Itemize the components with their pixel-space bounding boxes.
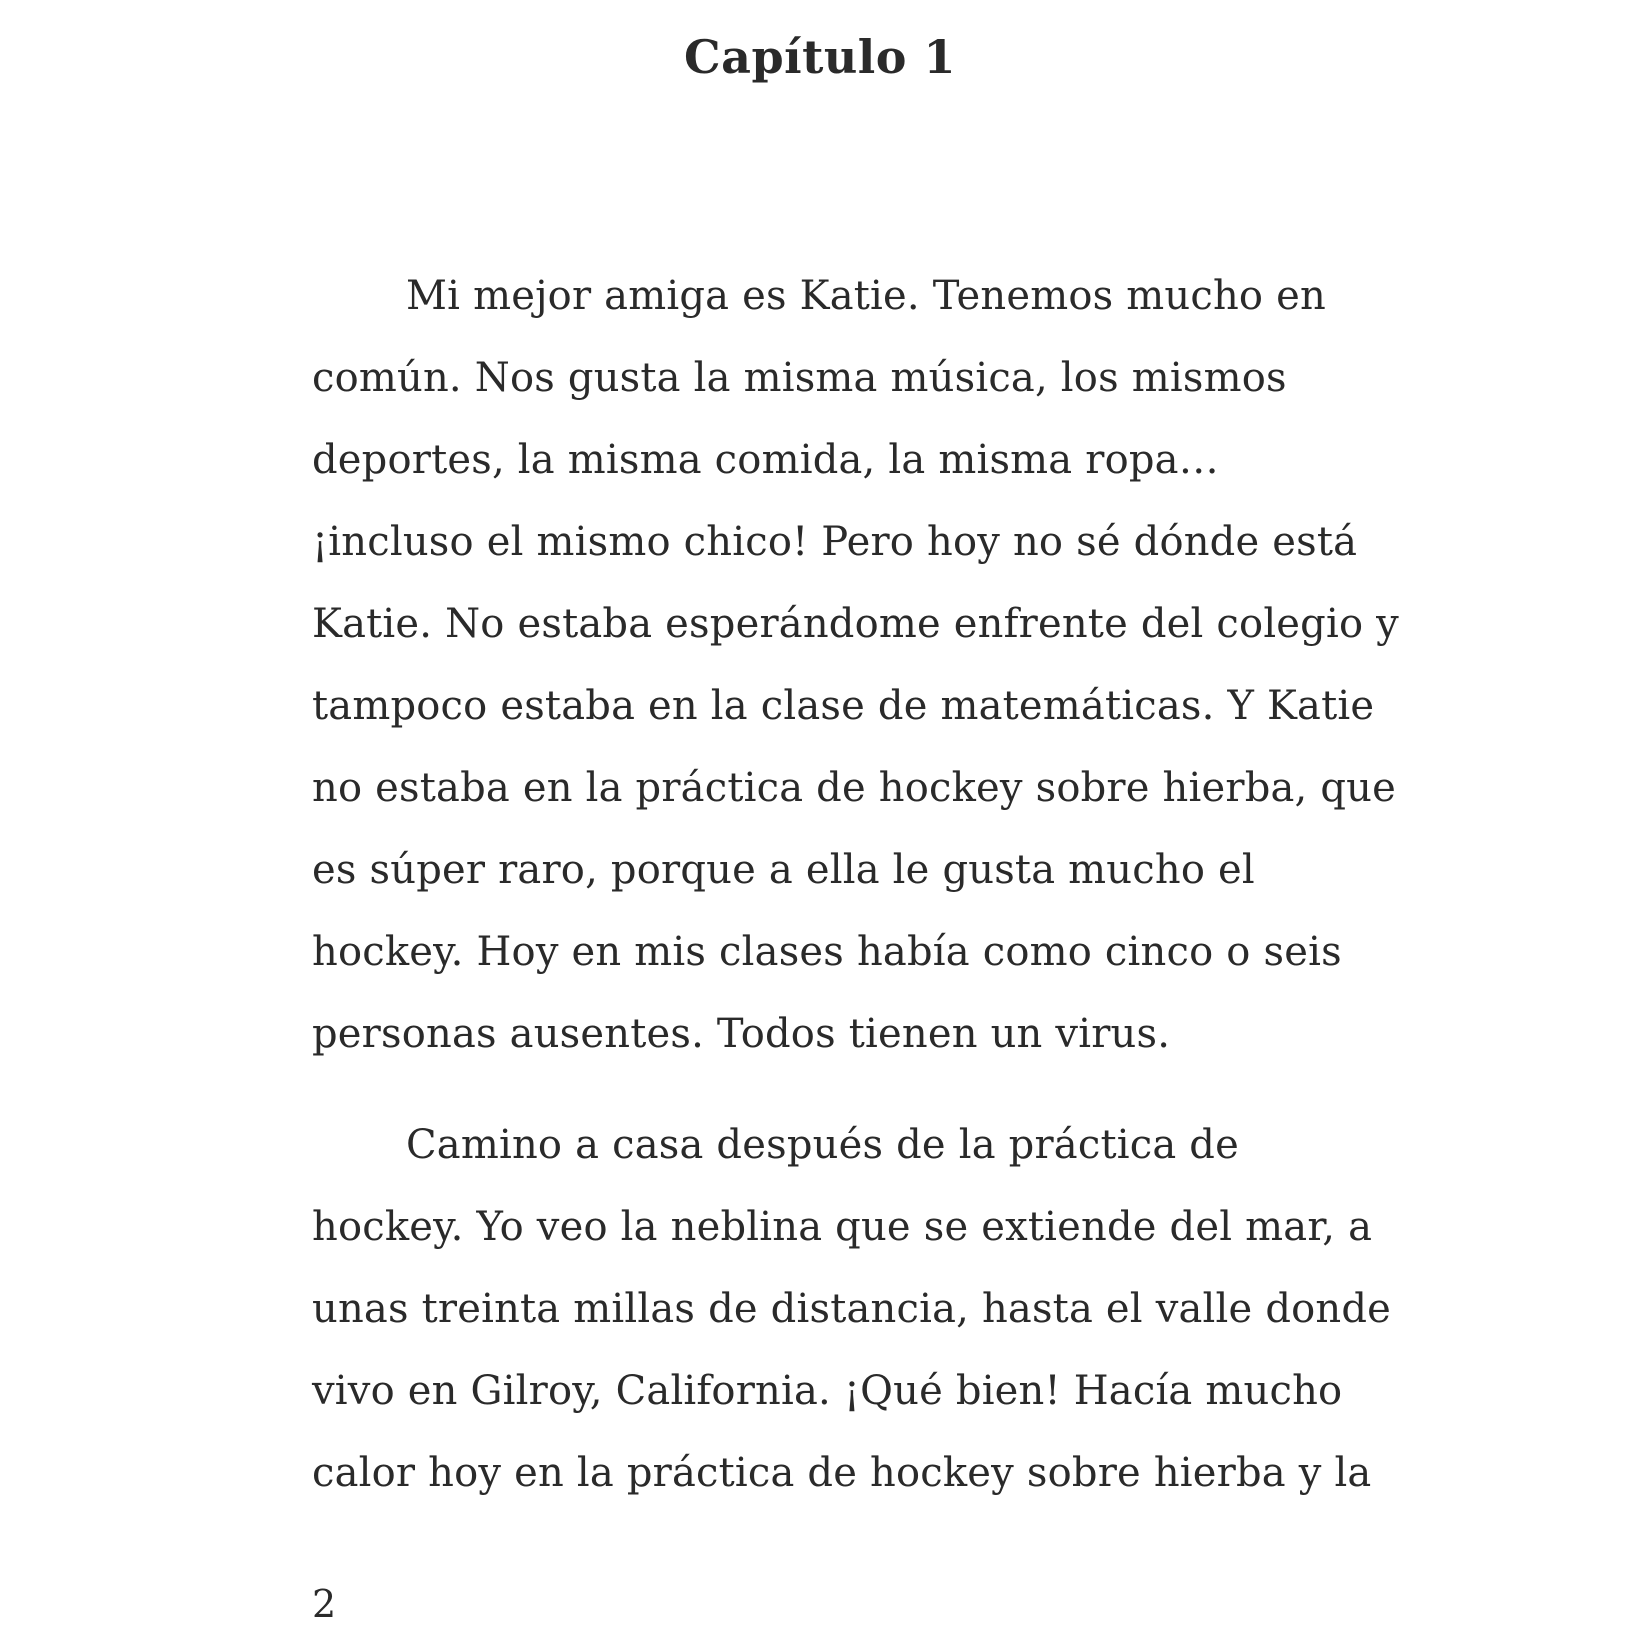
text-line: Mi mejor amiga es Katie. Tenemos mucho en	[406, 273, 1326, 319]
text-line: unas treinta millas de distancia, hasta el valle donde	[312, 1286, 1392, 1332]
paragraph-2	[312, 1104, 1392, 1514]
text-line: personas ausentes. Todos tienen un virus.	[312, 1011, 1171, 1057]
chapter-title: Capítulo 1	[684, 30, 956, 84]
text-line: ¡incluso el mismo chico! Pero hoy no sé dónde está	[312, 519, 1358, 565]
text-line: Katie. No estaba esperándome enfrente del colegio y	[312, 601, 1399, 647]
text-line: es súper raro, porque a ella le gusta mucho el	[312, 847, 1255, 893]
text-line: deportes, la misma comida, la misma ropa…	[312, 437, 1219, 483]
text-line: calor hoy en la práctica de hockey sobre hierba y la	[312, 1450, 1372, 1496]
paragraph-1	[312, 255, 1399, 1075]
text-line: hockey. Hoy en mis clases había como cinco o seis	[312, 929, 1342, 975]
text-line: Camino a casa después de la práctica de	[406, 1122, 1239, 1168]
text-line: común. Nos gusta la misma música, los mismos	[312, 355, 1287, 401]
cropped-footer-text	[560, 1640, 1140, 1652]
page-number: 2	[312, 1582, 337, 1626]
text-line: tampoco estaba en la clase de matemáticas. Y Katie	[312, 683, 1375, 729]
text-line: no estaba en la práctica de hockey sobre hierba, que	[312, 765, 1397, 811]
text-line: hockey. Yo veo la neblina que se extiende del mar, a	[312, 1204, 1373, 1250]
text-line: vivo en Gilroy, California. ¡Qué bien! Hacía mucho	[312, 1368, 1343, 1414]
